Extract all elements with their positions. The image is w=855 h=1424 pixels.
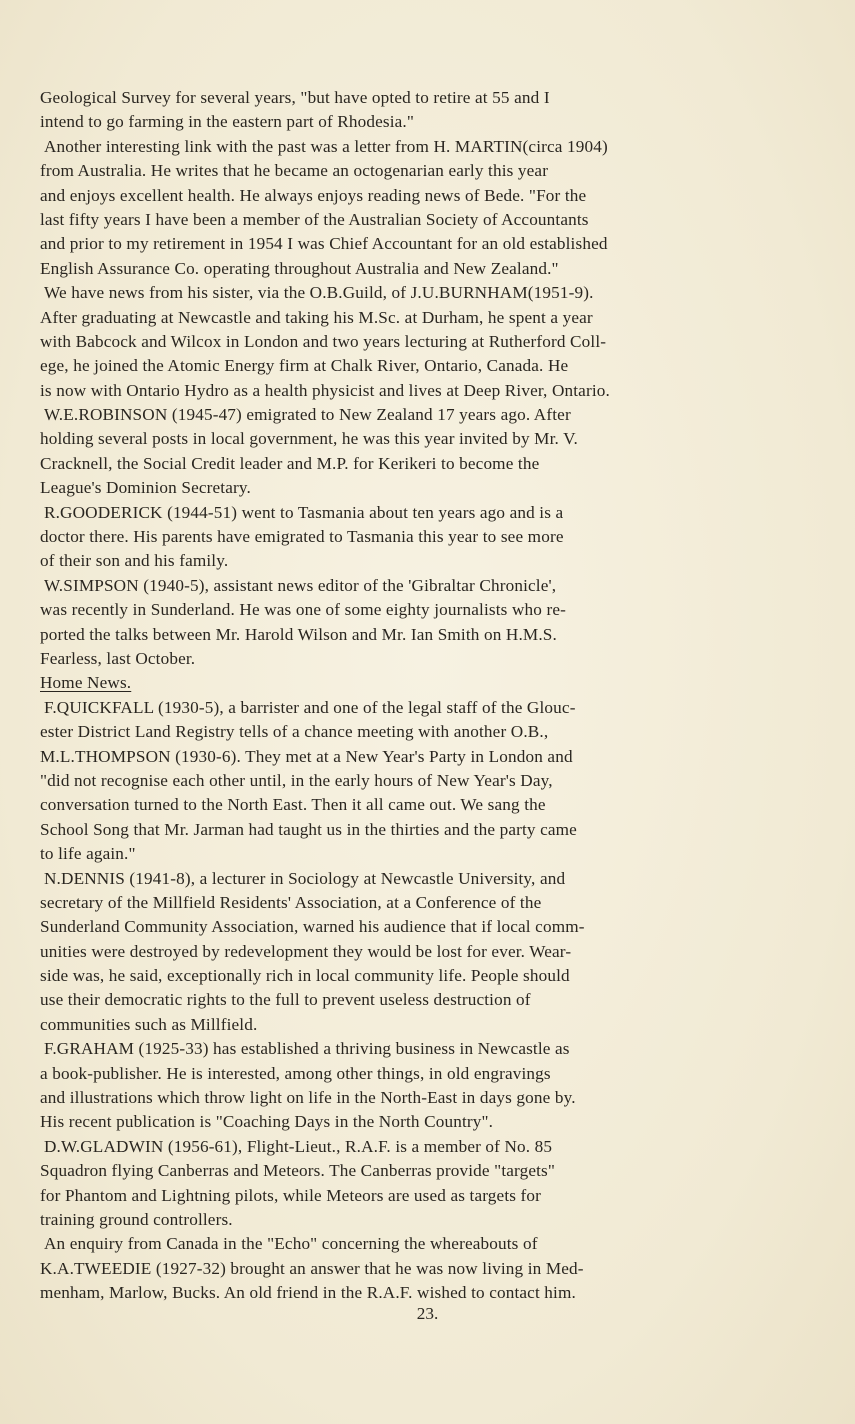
paragraph-line: N.DENNIS (1941-8), a lecturer in Sociology at Newcastle University, and	[44, 868, 566, 888]
paragraph-line: We have news from his sister, via the O.B.Guild, of J.U.BURNHAM(1951-9).	[44, 283, 594, 303]
text-line: and prior to my retirement in 1954 I was Chief Accountant for an old established	[40, 234, 608, 254]
text-line: English Assurance Co. operating throughout Australia and New Zealand."	[40, 258, 559, 278]
paragraph-line: F.GRAHAM (1925-33) has established a thriving business in Newcastle as	[44, 1039, 570, 1059]
text-line: communities such as Millfield.	[40, 1014, 258, 1034]
page-number: 23.	[416, 1304, 439, 1323]
text-line: menham, Marlow, Bucks. An old friend in the R.A.F. wished to contact him.	[40, 1283, 576, 1303]
paragraph-line: Another interesting link with the past was a letter from H. MARTIN(circa 1904)	[44, 136, 608, 156]
text-line: holding several posts in local government, he was this year invited by Mr. V.	[40, 429, 578, 449]
text-line: Geological Survey for several years, "but have opted to retire at 55 and I	[40, 88, 550, 107]
text-line: unities were destroyed by redevelopment they would be lost for ever. Wear-	[40, 941, 572, 961]
text-line: use their democratic rights to the full to prevent useless destruction of	[40, 990, 531, 1010]
paragraph-line: An enquiry from Canada in the "Echo" concerning the whereabouts of	[44, 1234, 538, 1254]
text-line: and enjoys excellent health. He always enjoys reading news of Bede. "For the	[40, 185, 587, 205]
body-text	[40, 86, 830, 1306]
text-line: secretary of the Millfield Residents' Association, at a Conference of the	[40, 892, 542, 912]
text-line: Squadron flying Canberras and Meteors. The Canberras provide "targets"	[40, 1161, 556, 1181]
text-line: a book-publisher. He is interested, among other things, in old engravings	[40, 1063, 551, 1083]
text-line: Fearless, last October.	[40, 648, 196, 668]
text-line: ester District Land Registry tells of a chance meeting with another O.B.,	[40, 722, 549, 742]
text-line: After graduating at Newcastle and taking his M.Sc. at Durham, he spent a year	[40, 307, 593, 327]
text-line: intend to go farming in the eastern part of Rhodesia."	[40, 112, 415, 132]
text-line: to life again."	[40, 844, 136, 864]
text-line: with Babcock and Wilcox in London and two years lecturing at Rutherford Coll-	[40, 331, 607, 351]
text-line: Sunderland Community Association, warned his audience that if local comm-	[40, 917, 585, 937]
text-line: side was, he said, exceptionally rich in local community life. People should	[40, 966, 570, 986]
section-heading-home-news: Home News.	[40, 673, 132, 693]
text-line: K.A.TWEEDIE (1927-32) brought an answer that he was now living in Med-	[40, 1258, 584, 1278]
text-line: "did not recognise each other until, in the early hours of New Year's Day,	[40, 770, 553, 790]
text-line: ege, he joined the Atomic Energy firm at Chalk River, Ontario, Canada. He	[40, 356, 569, 376]
paragraph-line: W.E.ROBINSON (1945-47) emigrated to New Zealand 17 years ago. After	[44, 405, 571, 425]
text-line: was recently in Sunderland. He was one of some eighty journalists who re-	[40, 600, 566, 620]
text-line: last fifty years I have been a member of the Australian Society of Accountants	[40, 209, 589, 229]
paragraph-line: R.GOODERICK (1944-51) went to Tasmania about ten years ago and is a	[44, 502, 564, 522]
text-line: for Phantom and Lightning pilots, while Meteors are used as targets for	[40, 1185, 542, 1205]
paragraph-line: W.SIMPSON (1940-5), assistant news editor of the 'Gibraltar Chronicle',	[44, 575, 557, 595]
text-line: League's Dominion Secretary.	[40, 478, 251, 498]
text-line: ported the talks between Mr. Harold Wilson and Mr. Ian Smith on H.M.S.	[40, 624, 557, 644]
text-line: M.L.THOMPSON (1930-6). They met at a New Year's Party in London and	[40, 746, 573, 766]
text-line: is now with Ontario Hydro as a health physicist and lives at Deep River, Ontario.	[40, 380, 610, 400]
text-line: doctor there. His parents have emigrated to Tasmania this year to see more	[40, 527, 564, 547]
text-line: of their son and his family.	[40, 551, 229, 571]
section-heading-line	[40, 671, 830, 695]
paragraph-line: F.QUICKFALL (1930-5), a barrister and one of the legal staff of the Glouc-	[44, 697, 576, 717]
text-line: Cracknell, the Social Credit leader and M.P. for Kerikeri to become the	[40, 453, 540, 473]
text-line: His recent publication is "Coaching Days in the North Country".	[40, 1112, 494, 1132]
text-line: conversation turned to the North East. Then it all came out. We sang the	[40, 795, 546, 815]
text-line: training ground controllers.	[40, 1209, 233, 1229]
text-line: from Australia. He writes that he became an octogenarian early this year	[40, 161, 549, 181]
paragraph-line: D.W.GLADWIN (1956-61), Flight-Lieut., R.A.F. is a member of No. 85	[44, 1136, 553, 1156]
text-line: and illustrations which throw light on life in the North-East in days gone by.	[40, 1088, 576, 1108]
text-line: School Song that Mr. Jarman had taught us in the thirties and the party came	[40, 819, 577, 839]
